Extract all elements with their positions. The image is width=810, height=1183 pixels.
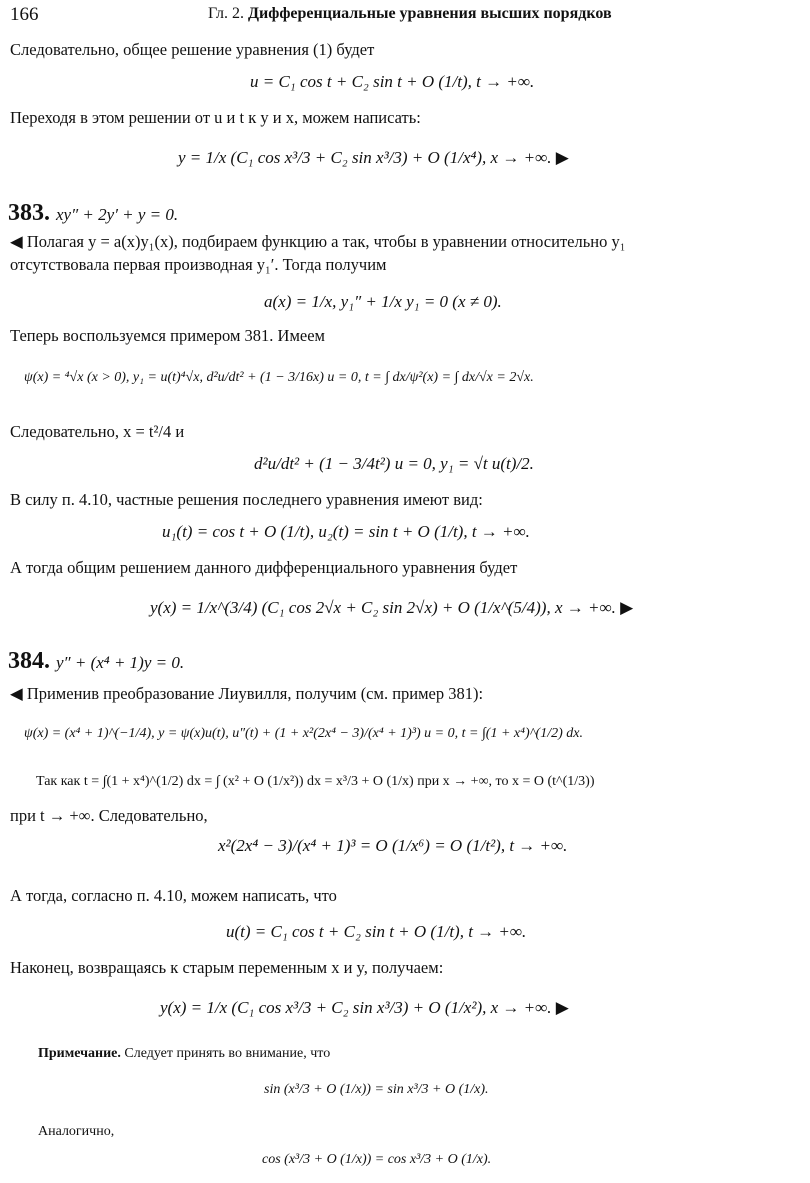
text-line: отсутствовала первая производная y₁′. Тогда получим bbox=[10, 255, 387, 274]
text-line: Следовательно, общее решение уравнения (1) будет bbox=[10, 40, 375, 59]
text-line: Наконец, возвращаясь к старым переменным x и y, получаем: bbox=[10, 958, 444, 977]
problem-equation: xy″ + 2y′ + y = 0. bbox=[56, 205, 179, 224]
text-line: Так как t = ∫(1 + x⁴)^(1/2) dx = ∫ (x² + O (1/x²)) dx = x³/3 + O (1/x) при x → +∞, то x = O (t^(1/3)) bbox=[36, 774, 595, 789]
equation: sin (x³/3 + O (1/x)) = sin x³/3 + O (1/x). bbox=[264, 1082, 489, 1097]
remark-text: Следует принять во внимание, что bbox=[124, 1046, 331, 1061]
problem-equation: y″ + (x⁴ + 1)y = 0. bbox=[56, 653, 185, 672]
equation: u = C₁ cos t + C₂ sin t + O (1/t), t → +∞. bbox=[250, 72, 535, 91]
text-line: В силу п. 4.10, частные решения последнего уравнения имеют вид: bbox=[10, 490, 483, 509]
text-line: Следовательно, x = t²/4 и bbox=[10, 422, 185, 441]
equation: u(t) = C₁ cos t + C₂ sin t + O (1/t), t → +∞. bbox=[226, 922, 527, 941]
equation: y(x) = 1/x^(3/4) (C₁ cos 2√x + C₂ sin 2√x) + O (1/x^(5/4)), x → +∞. ▶ bbox=[150, 598, 634, 617]
text-line: А тогда общим решением данного дифференциального уравнения будет bbox=[10, 558, 518, 577]
equation: x²(2x⁴ − 3)/(x⁴ + 1)³ = O (1/x⁶) = O (1/t²), t → +∞. bbox=[218, 836, 568, 855]
problem-383 bbox=[8, 200, 178, 227]
chapter-title: Дифференциальные уравнения высших порядков bbox=[248, 5, 612, 22]
chapter-heading bbox=[208, 5, 612, 23]
page-number: 166 bbox=[10, 4, 39, 25]
text-line: Аналогично, bbox=[38, 1124, 115, 1139]
remark-title: Примечание. bbox=[38, 1046, 121, 1061]
equation: u₁(t) = cos t + O (1/t), u₂(t) = sin t + O (1/t), t → +∞. bbox=[162, 522, 530, 541]
text-line: Переходя в этом решении от u и t к y и x, можем написать: bbox=[10, 108, 421, 127]
remark bbox=[38, 1046, 330, 1062]
problem-384 bbox=[8, 648, 184, 675]
text-line: ◀ Полагая y = a(x)y₁(x), подбираем функцию a так, чтобы в уравнении относительно y₁ bbox=[10, 232, 626, 251]
problem-number: 383. bbox=[8, 200, 50, 226]
equation: ψ(x) = (x⁴ + 1)^(−1/4), y = ψ(x)u(t), u″(t) + (1 + x²(2x⁴ − 3)/(x⁴ + 1)³) u = 0, t = ∫(1 + x⁴)^(1/2) dx. bbox=[24, 726, 583, 741]
chapter-prefix: Гл. 2. bbox=[208, 5, 245, 22]
equation: d²u/dt² + (1 − 3/4t²) u = 0, y₁ = √t u(t)/2. bbox=[254, 454, 534, 473]
text-line: Теперь воспользуемся примером 381. Имеем bbox=[10, 326, 325, 345]
equation: cos (x³/3 + O (1/x)) = cos x³/3 + O (1/x). bbox=[262, 1152, 492, 1167]
text-line: ◀ Применив преобразование Лиувилля, получим (см. пример 381): bbox=[10, 684, 484, 703]
equation: y(x) = 1/x (C₁ cos x³/3 + C₂ sin x³/3) + O (1/x²), x → +∞. ▶ bbox=[160, 998, 569, 1017]
equation: a(x) = 1/x, y₁″ + 1/x y₁ = 0 (x ≠ 0). bbox=[264, 292, 502, 311]
running-header bbox=[8, 4, 802, 30]
text-line: А тогда, согласно п. 4.10, можем написать, что bbox=[10, 886, 337, 905]
equation: ψ(x) = ⁴√x (x > 0), y₁ = u(t)⁴√x, d²u/dt² + (1 − 3/16x) u = 0, t = ∫ dx/ψ²(x) = ∫ dx/√x = 2√x. bbox=[24, 370, 534, 385]
problem-number: 384. bbox=[8, 648, 50, 674]
equation: y = 1/x (C₁ cos x³/3 + C₂ sin x³/3) + O (1/x⁴), x → +∞. ▶ bbox=[178, 148, 569, 167]
text-line: при t → +∞. Следовательно, bbox=[10, 806, 208, 825]
